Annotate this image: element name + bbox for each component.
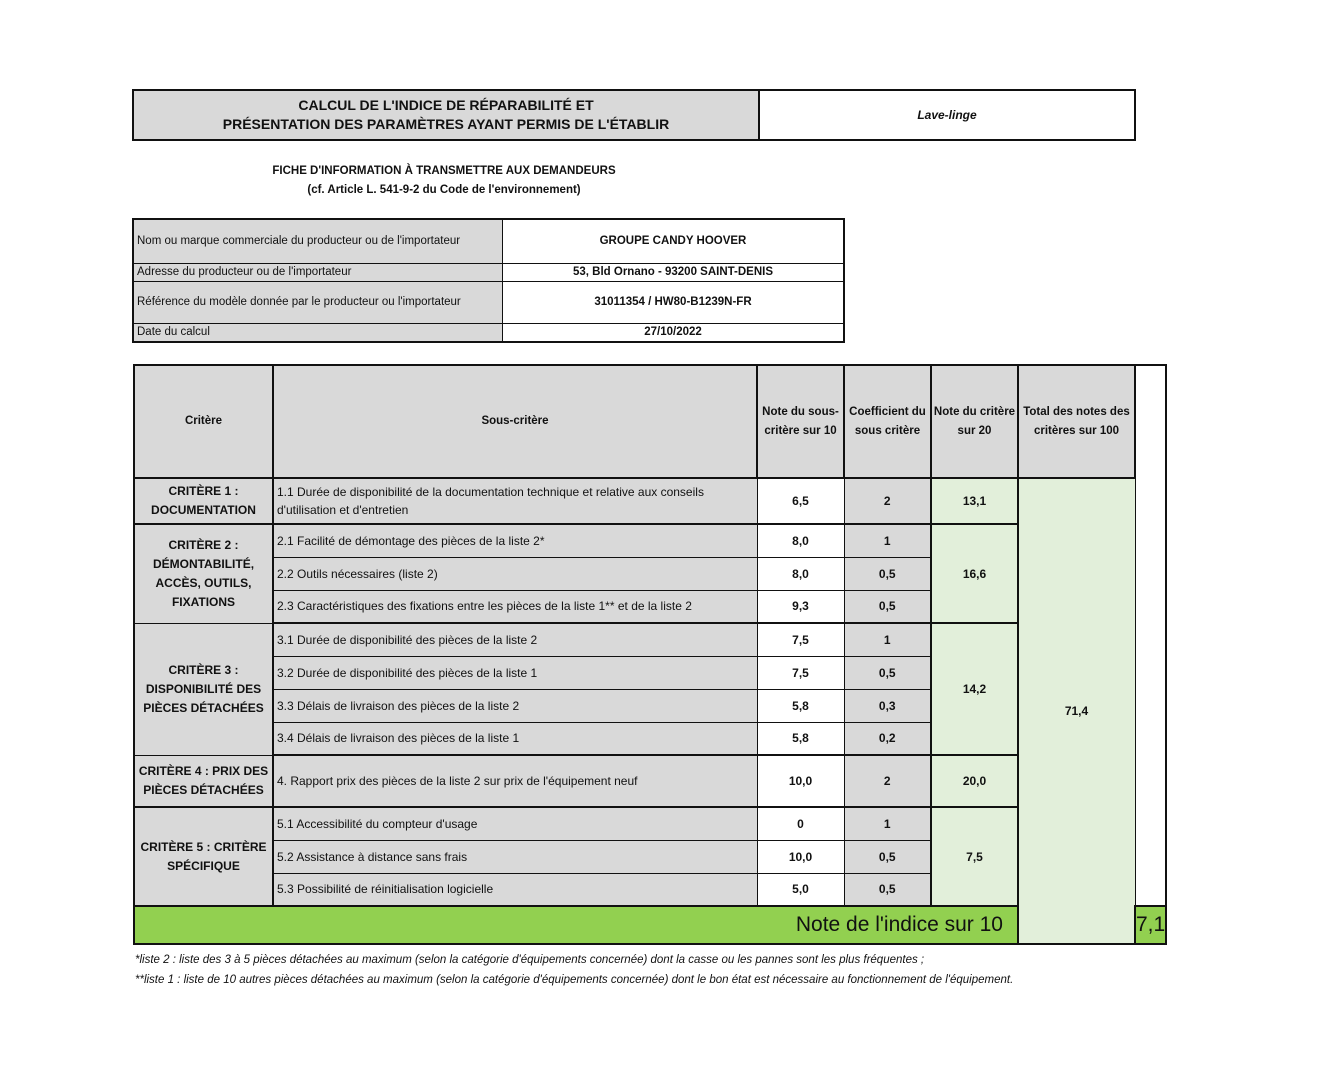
table-row: [134, 807, 1166, 840]
footnote-liste-1: **liste 1 : liste de 10 autres pièces détachées au maximum (selon la catégorie d'équipements concernée) dont le bon état est nécessaire au fonctionnement de l'équipement.: [135, 974, 1014, 986]
sous-critere-coef: 1: [844, 623, 931, 656]
sous-critere-note: 7,5: [757, 656, 844, 689]
document-header: [132, 89, 1136, 141]
document-title: [134, 91, 760, 139]
info-label: Nom ou marque commerciale du producteur ou de l'importateur: [133, 219, 503, 263]
info-value: 27/10/2022: [503, 323, 845, 342]
title-line-2: PRÉSENTATION DES PARAMÈTRES AYANT PERMIS DE L'ÉTABLIR: [222, 116, 670, 132]
fiche-line-1: FICHE D'INFORMATION À TRANSMETTRE AUX DEMANDEURS: [272, 165, 616, 177]
sous-critere-coef: 0,5: [844, 557, 931, 590]
product-type: Lave-linge: [917, 108, 977, 122]
title-line-1: CALCUL DE L'INDICE DE RÉPARABILITÉ ET: [298, 97, 594, 113]
final-score-value: 7,1: [1135, 906, 1166, 944]
critere-4-label: CRITÈRE 4 : PRIX DES PIÈCES DÉTACHÉES: [134, 755, 273, 807]
header-coefficient: Coefficient du sous critère: [844, 365, 931, 478]
info-row: [133, 263, 844, 281]
info-label: Adresse du producteur ou de l'importateur: [133, 263, 503, 281]
sous-critere-note: 5,8: [757, 689, 844, 722]
header-critere: Critère: [134, 365, 273, 478]
critere-3-note: 14,2: [931, 623, 1018, 755]
table-header-row: [134, 365, 1166, 478]
info-label: Référence du modèle donnée par le producteur ou l'importateur: [133, 281, 503, 323]
critere-5-label: CRITÈRE 5 : CRITÈRE SPÉCIFIQUE: [134, 807, 273, 906]
footnote-liste-2: *liste 2 : liste des 3 à 5 pièces détachées au maximum (selon la catégorie d'équipements concernée) dont la casse ou les pannes sont les plus fréquentes ;: [135, 954, 925, 966]
sous-critere-note: 5,0: [757, 873, 844, 906]
critere-5-note: 7,5: [931, 807, 1018, 906]
info-value: 31011354 / HW80-B1239N-FR: [503, 281, 845, 323]
sous-critere-label: 4. Rapport prix des pièces de la liste 2 sur prix de l'équipement neuf: [273, 755, 757, 807]
sous-critere-note: 8,0: [757, 524, 844, 557]
footnotes: [135, 950, 1095, 990]
sous-critere-coef: 0,5: [844, 873, 931, 906]
table-row: [134, 623, 1166, 656]
info-row: [133, 281, 844, 323]
info-value: 53, Bld Ornano - 93200 SAINT-DENIS: [503, 263, 845, 281]
header-sous-critere: Sous-critère: [273, 365, 757, 478]
sous-critere-note: 7,5: [757, 623, 844, 656]
sous-critere-label: 3.1 Durée de disponibilité des pièces de la liste 2: [273, 623, 757, 656]
sous-critere-coef: 2: [844, 755, 931, 807]
critere-2-label: CRITÈRE 2 : DÉMONTABILITÉ, ACCÈS, OUTILS, FIXATIONS: [134, 524, 273, 623]
info-row: [133, 323, 844, 342]
sous-critere-label: 5.1 Accessibilité du compteur d'usage: [273, 807, 757, 840]
info-value: GROUPE CANDY HOOVER: [503, 219, 845, 263]
sous-critere-coef: 0,5: [844, 590, 931, 623]
repairability-table: [133, 364, 1167, 945]
sous-critere-note: 5,8: [757, 722, 844, 755]
sous-critere-coef: 1: [844, 524, 931, 557]
sous-critere-note: 9,3: [757, 590, 844, 623]
critere-4-note: 20,0: [931, 755, 1018, 807]
sous-critere-coef: 0,5: [844, 656, 931, 689]
sous-critere-note: 8,0: [757, 557, 844, 590]
header-total: Total des notes des critères sur 100: [1018, 365, 1135, 478]
sous-critere-coef: 2: [844, 478, 931, 524]
header-note-critere: Note du critère sur 20: [931, 365, 1018, 478]
fiche-line-2: (cf. Article L. 541-9-2 du Code de l'environnement): [307, 184, 581, 196]
sous-critere-label: 2.1 Facilité de démontage des pièces de la liste 2*: [273, 524, 757, 557]
sous-critere-coef: 0,5: [844, 840, 931, 873]
sous-critere-label: 3.3 Délais de livraison des pièces de la liste 2: [273, 689, 757, 722]
sous-critere-label: 3.4 Délais de livraison des pièces de la liste 1: [273, 722, 757, 755]
table-row: [134, 524, 1166, 557]
sous-critere-coef: 0,2: [844, 722, 931, 755]
sous-critere-note: 10,0: [757, 840, 844, 873]
sous-critere-note: 0: [757, 807, 844, 840]
critere-3-label: CRITÈRE 3 : DISPONIBILITÉ DES PIÈCES DÉTACHÉES: [134, 623, 273, 755]
sous-critere-coef: 1: [844, 807, 931, 840]
final-score-row: [134, 906, 1166, 944]
critere-2-note: 16,6: [931, 524, 1018, 623]
table-row: [134, 755, 1166, 807]
sous-critere-label: 2.2 Outils nécessaires (liste 2): [273, 557, 757, 590]
producer-info-table: [132, 218, 845, 343]
critere-1-note: 13,1: [931, 478, 1018, 524]
info-row: [133, 219, 844, 263]
critere-1-label: CRITÈRE 1 : DOCUMENTATION: [134, 478, 273, 524]
final-score-label: Note de l'indice sur 10: [134, 906, 1018, 944]
header-note-sous-critere: Note du sous-critère sur 10: [757, 365, 844, 478]
total-score: 71,4: [1018, 478, 1135, 944]
sous-critere-label: 2.3 Caractéristiques des fixations entre les pièces de la liste 1** et de la liste 2: [273, 590, 757, 623]
info-label: Date du calcul: [133, 323, 503, 342]
sous-critere-label: 5.2 Assistance à distance sans frais: [273, 840, 757, 873]
sous-critere-note: 10,0: [757, 755, 844, 807]
sous-critere-label: 5.3 Possibilité de réinitialisation logicielle: [273, 873, 757, 906]
sous-critere-note: 6,5: [757, 478, 844, 524]
table-row: [134, 478, 1166, 524]
sous-critere-label: 3.2 Durée de disponibilité des pièces de la liste 1: [273, 656, 757, 689]
fiche-subtitle: [132, 162, 756, 200]
sous-critere-label: 1.1 Durée de disponibilité de la documentation technique et relative aux conseils d'utilisation et d'entretien: [273, 478, 757, 524]
sous-critere-coef: 0,3: [844, 689, 931, 722]
